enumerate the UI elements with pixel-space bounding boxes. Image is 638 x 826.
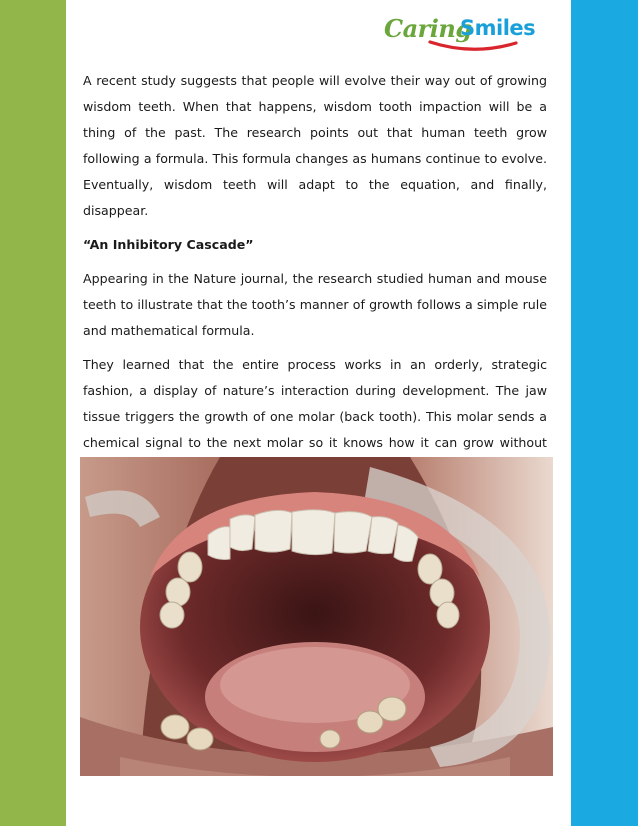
left-green-bar bbox=[0, 0, 66, 826]
logo-word-caring: Caring bbox=[384, 14, 472, 43]
logo-word-smiles: Smiles bbox=[460, 16, 536, 40]
section-heading: “An Inhibitory Cascade” bbox=[83, 237, 254, 252]
mouth-illustration bbox=[80, 457, 553, 776]
article-body bbox=[83, 68, 547, 490]
smile-curve-icon bbox=[428, 40, 518, 54]
paragraph-molar-process: They learned that the entire process works in an orderly, strategic fashion, a display of nature’s interaction during development. The jaw tissue triggers the growth of one molar (back tooth). This molar sends a chemical signal to the next molar so it knows how it can grow without bbox=[83, 357, 547, 450]
open-mouth-teeth-photo bbox=[80, 457, 553, 776]
paragraph-nature-journal: Appearing in the Nature journal, the research studied human and mouse teeth to illustrate that the tooth’s manner of growth follows a simple rule and mathematical formula. bbox=[83, 271, 547, 338]
right-blue-bar bbox=[571, 0, 638, 826]
caring-smiles-logo bbox=[384, 10, 564, 54]
paragraph-intro: A recent study suggests that people will evolve their way out of growing wisdom teeth. When that happens, wisdom tooth impaction will be a thing of the past. The research points out that human teeth grow following a formula. This formula changes as humans continue to evolve. Eventually, wisdom teeth will adapt to the equation, and finally, disappear. bbox=[83, 73, 547, 218]
